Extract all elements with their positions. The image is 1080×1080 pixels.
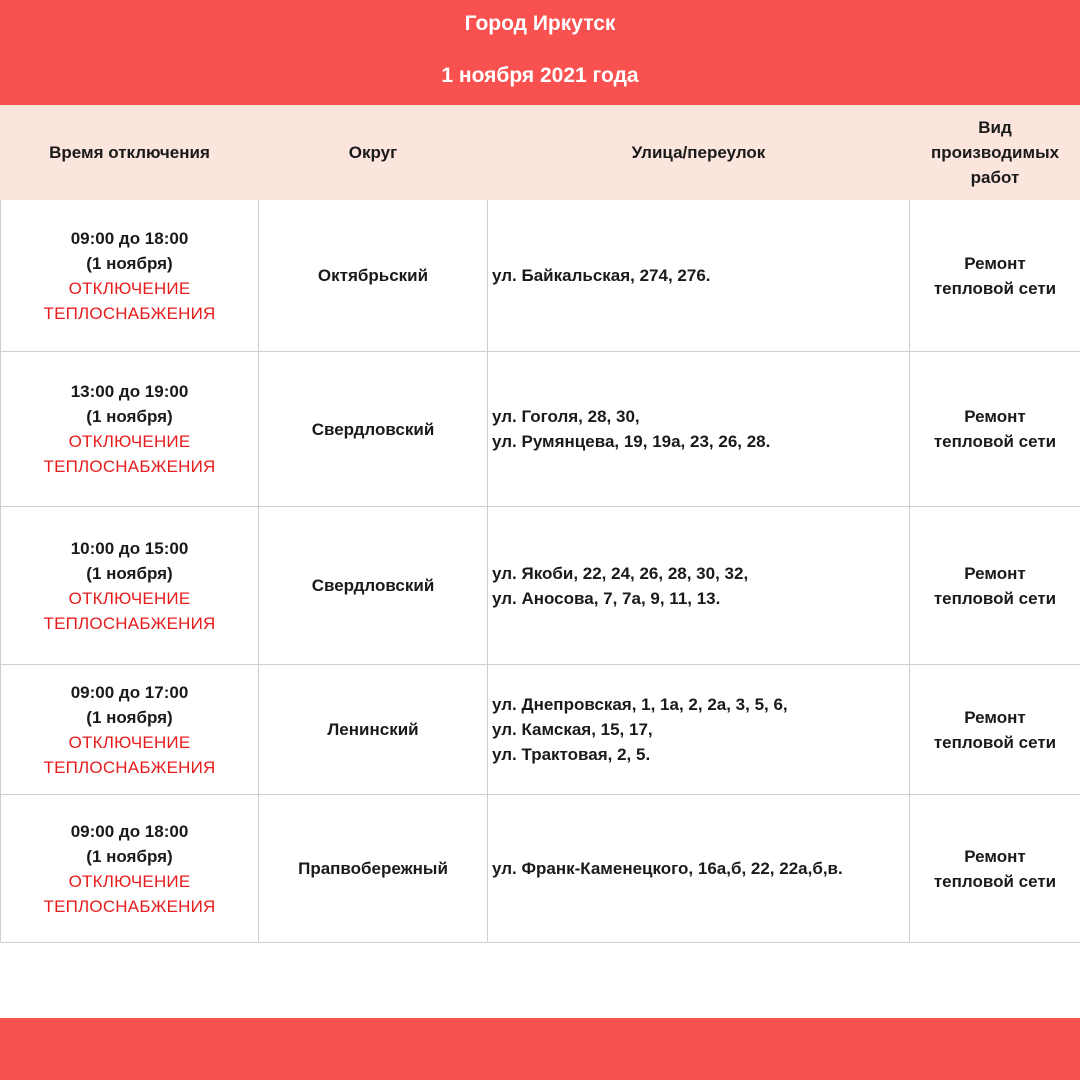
work-cell <box>910 200 1080 352</box>
street-line: ул. Трактовая, 2, 5. <box>492 745 651 764</box>
work-text: Ремонт <box>964 846 1026 866</box>
column-header-street: Улица/переулок <box>488 106 910 200</box>
street-line: ул. Байкальская, 274, 276. <box>492 266 711 285</box>
district-cell: Октябрьский <box>259 200 488 352</box>
street-line: ул. Аносова, 7, 7а, 9, 11, 13. <box>492 588 721 608</box>
outage-table <box>0 105 1080 943</box>
street-cell <box>488 795 910 943</box>
work-text: Ремонт <box>964 563 1026 583</box>
table-row <box>1 665 1080 795</box>
street-line: ул. Якоби, 22, 24, 26, 28, 30, 32, <box>492 563 749 583</box>
street-cell <box>488 507 910 665</box>
work-cell <box>910 352 1080 507</box>
time-date: (1 ноября) <box>86 563 173 583</box>
notice-text: ОТКЛЮЧЕНИЕ <box>68 588 191 608</box>
column-header-district: Округ <box>259 106 488 200</box>
time-range: 09:00 до 17:00 <box>70 682 189 702</box>
header-banner <box>0 0 1080 105</box>
time-cell <box>1 665 259 795</box>
time-cell <box>1 507 259 665</box>
city-title: Город Иркутск <box>464 12 616 35</box>
notice-text: ТЕПЛОСНАБЖЕНИЯ <box>43 457 216 476</box>
time-date: (1 ноября) <box>86 407 173 426</box>
table-row <box>1 507 1080 665</box>
district-cell: Свердловский <box>259 352 488 507</box>
notice-text: ТЕПЛОСНАБЖЕНИЯ <box>43 757 216 777</box>
street-line: ул. Франк-Каменецкого, 16а,б, 22, 22а,б,в. <box>492 859 843 878</box>
time-cell <box>1 352 259 507</box>
table-row <box>1 795 1080 943</box>
work-text: тепловой сети <box>933 432 1057 451</box>
notice-text: ТЕПЛОСНАБЖЕНИЯ <box>43 303 216 323</box>
district-cell: Ленинский <box>259 665 488 795</box>
table-header-row <box>1 106 1080 200</box>
time-range: 09:00 до 18:00 <box>70 228 189 248</box>
work-cell <box>910 795 1080 943</box>
street-line: ул. Камская, 15, 17, <box>492 720 653 739</box>
time-cell <box>1 200 259 352</box>
notice-text: ОТКЛЮЧЕНИЕ <box>68 278 191 298</box>
district-cell: Свердловский <box>259 507 488 665</box>
table-row <box>1 352 1080 507</box>
work-text: тепловой сети <box>933 588 1057 608</box>
table-row <box>1 200 1080 352</box>
column-header-time: Время отключения <box>1 106 259 200</box>
work-text: тепловой сети <box>933 871 1057 891</box>
street-line: ул. Румянцева, 19, 19а, 23, 26, 28. <box>492 432 771 451</box>
district-cell: Прапвобережный <box>259 795 488 943</box>
time-date: (1 ноября) <box>86 253 173 273</box>
work-text: Ремонт <box>964 707 1026 727</box>
time-date: (1 ноября) <box>86 707 173 727</box>
work-text: тепловой сети <box>933 732 1057 752</box>
work-text: Ремонт <box>964 407 1026 426</box>
footer-banner <box>0 1018 1080 1080</box>
work-text: тепловой сети <box>933 278 1057 298</box>
street-cell <box>488 200 910 352</box>
notice-text: ОТКЛЮЧЕНИЕ <box>68 871 191 891</box>
time-range: 13:00 до 19:00 <box>70 382 189 401</box>
time-range: 10:00 до 15:00 <box>70 538 189 558</box>
date-title: 1 ноября 2021 года <box>441 64 639 87</box>
street-cell <box>488 665 910 795</box>
time-cell <box>1 795 259 943</box>
work-cell <box>910 507 1080 665</box>
notice-text: ОТКЛЮЧЕНИЕ <box>68 432 191 451</box>
notice-text: ТЕПЛОСНАБЖЕНИЯ <box>43 896 216 916</box>
street-line: ул. Днепровская, 1, 1а, 2, 2а, 3, 5, 6, <box>492 695 788 714</box>
notice-text: ОТКЛЮЧЕНИЕ <box>68 732 191 752</box>
time-range: 09:00 до 18:00 <box>70 821 189 841</box>
street-line: ул. Гоголя, 28, 30, <box>492 407 640 426</box>
work-cell <box>910 665 1080 795</box>
notice-text: ТЕПЛОСНАБЖЕНИЯ <box>43 613 216 633</box>
street-cell <box>488 352 910 507</box>
column-header-work: Вид производимых работ <box>910 106 1080 200</box>
time-date: (1 ноября) <box>86 846 173 866</box>
work-text: Ремонт <box>964 253 1026 273</box>
